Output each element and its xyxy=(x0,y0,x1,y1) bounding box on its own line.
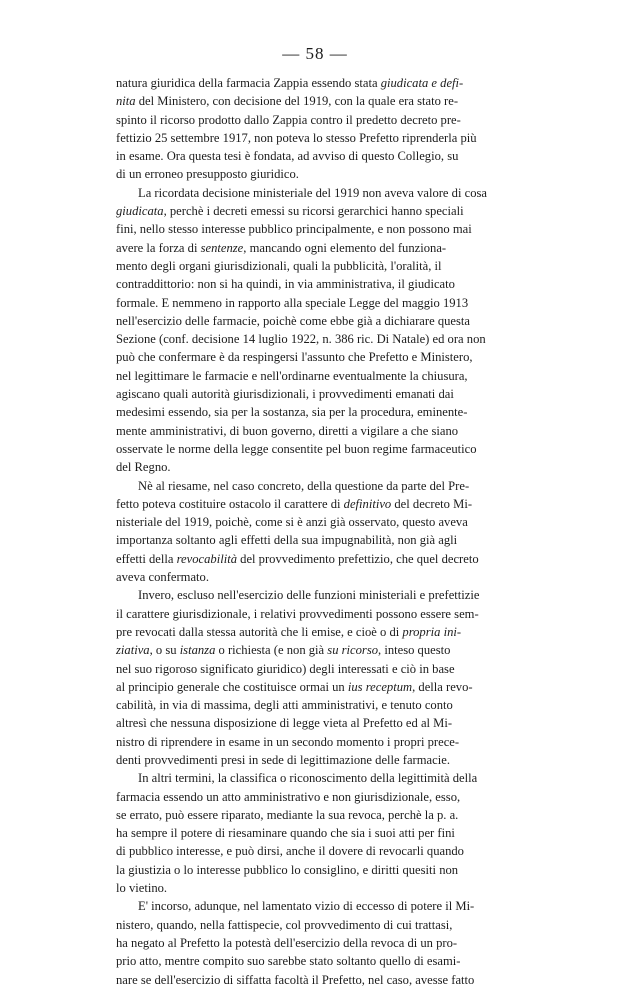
italic-run: ius receptum xyxy=(347,679,413,694)
italic-run: su ricorso xyxy=(327,643,379,658)
italic-run: sentenze xyxy=(200,240,244,255)
text-run: del provvedimento prefettizio, che quel decreto aveva confermato. xyxy=(116,551,479,585)
paragraph-2 xyxy=(116,184,558,477)
text-run: o richiesta (e non già xyxy=(215,643,328,658)
text-run: del Ministero, con decisione del 1919, con la quale era stato re- spinto il ricorso prodotto dallo Zappia contro il predetto decreto pre- fettizio 25 settembre 1917, non poteva lo stesso Prefetto riprenderla più in esame. Ora questa tesi è fondata, ad avviso di questo Collegio, su di un erroneo presupposto giuridico. xyxy=(116,94,477,182)
italic-run: definitivo xyxy=(343,496,392,511)
text-run: Nè al riesame, nel caso concreto, della questione da parte del Pre- fetto poteva costituire ostacolo il carattere di xyxy=(116,478,470,511)
text-run: , o su xyxy=(149,643,180,658)
italic-run: istanza xyxy=(179,643,216,658)
text-run: La ricordata decisione ministeriale del 1919 non aveva valore di cosa xyxy=(138,185,487,200)
text-run: , della revo- cabilità, in via di massima, degli atti amministrativi, e tenuto conto altresì che nessuna disposizione di legge vieta al Prefetto ed al Mi- nistro di riprendere in esame in un secondo momento i propri prece- denti provvedimenti presi in sede di legittimazione delle farmacie. xyxy=(116,679,473,767)
italic-run: propria ini- ziativa xyxy=(116,624,462,658)
text-run: In altri termini, la classifica o riconoscimento della legittimità della farmacia essendo un atto amministrativo e non giurisdizionale, esso, se errato, può essere riparato, mediante la sua revoca, perchè la p. a. ha sempre il potere di riesaminare quando che sia i suoi atti per fini di pubblico interesse, e può dirsi, anche il dovere di revocarli quando la giustizia o lo interesse pubblico lo consiglino, e diritti quesiti non lo vietino. xyxy=(116,771,478,896)
italic-run: giudicata e defi- nita xyxy=(116,76,464,109)
paragraph-6 xyxy=(116,897,558,988)
text-run: , mancando ogni elemento del funziona- mento degli organi giurisdizionali, quali la pubblicità, l'oralità, il contraddittorio: non si ha quindi, in via amministrativa, il giudicato formale. E nemmeno in rapporto alla speciale Legge del maggio 1913 nell'esercizio delle farmacie, poichè come ebbe già a dichiarare questa Sezione (conf. decisione 14 luglio 1922, n. 386 ric. Di Natale) ed ora non può che confermare è da respingersi l'assunto che Prefetto e Ministero, nel legittimare le farmacie e nell'ordinarne eventualmente la chiusura, agiscano quali autorità giurisdizionali, i provvedimenti emanati dai medesimi essendo, sia per la sostanza, sia per la procedura, eminente- mente amministrativi, di buon governo, diretti a vigilare a che siano osservate le norme della legge consentite pel buon regime farmaceutico del Regno. xyxy=(116,240,486,475)
paragraph-3 xyxy=(116,477,558,587)
paragraph-4 xyxy=(116,586,558,769)
paragraph-1 xyxy=(116,74,558,184)
page-number: — 58 — xyxy=(282,44,348,63)
italic-run: giudicata xyxy=(116,204,164,219)
body-text xyxy=(116,74,558,989)
text-run: , inteso questo nel suo rigoroso significato giuridico) degli interessati e ciò in base al principio generale che costituisce ormai un xyxy=(116,643,455,694)
text-run: , perchè i decreti emessi su ricorsi gerarchici hanno speciali fini, nello stesso interesse pubblico principalmente, e non possono mai avere la forza di xyxy=(116,204,472,255)
text-run: E' incorso, adunque, nel lamentato vizio di eccesso di potere il Mi- nistero, quando, nella fattispecie, col provvedimento di cui trattasi, ha negato al Prefetto la potestà dell'esercizio della revoca di un pro- prio atto, mentre compito suo sarebbe stato soltanto quello di esami- nare se dell'esercizio di siffatta facoltà il Prefetto, nel caso, avesse fatto xyxy=(116,899,475,987)
text-run: natura giuridica della farmacia Zappia essendo stata xyxy=(116,76,381,90)
paragraph-5 xyxy=(116,769,558,897)
text-run: del decreto Mi- nisteriale del 1919, poichè, come si è anzi già osservato, questo aveva importanza soltanto agli effetti della sua impugnabilità, non già agli effetti della xyxy=(116,496,473,566)
text-run: Invero, escluso nell'esercizio delle funzioni ministeriali e prefettizie il carattere giurisdizionale, i relativi provvedimenti possono essere sem- pre revocati dalla stessa autorità che li emise, e cioè o di xyxy=(116,588,480,639)
italic-run: revocabilità xyxy=(176,551,237,566)
